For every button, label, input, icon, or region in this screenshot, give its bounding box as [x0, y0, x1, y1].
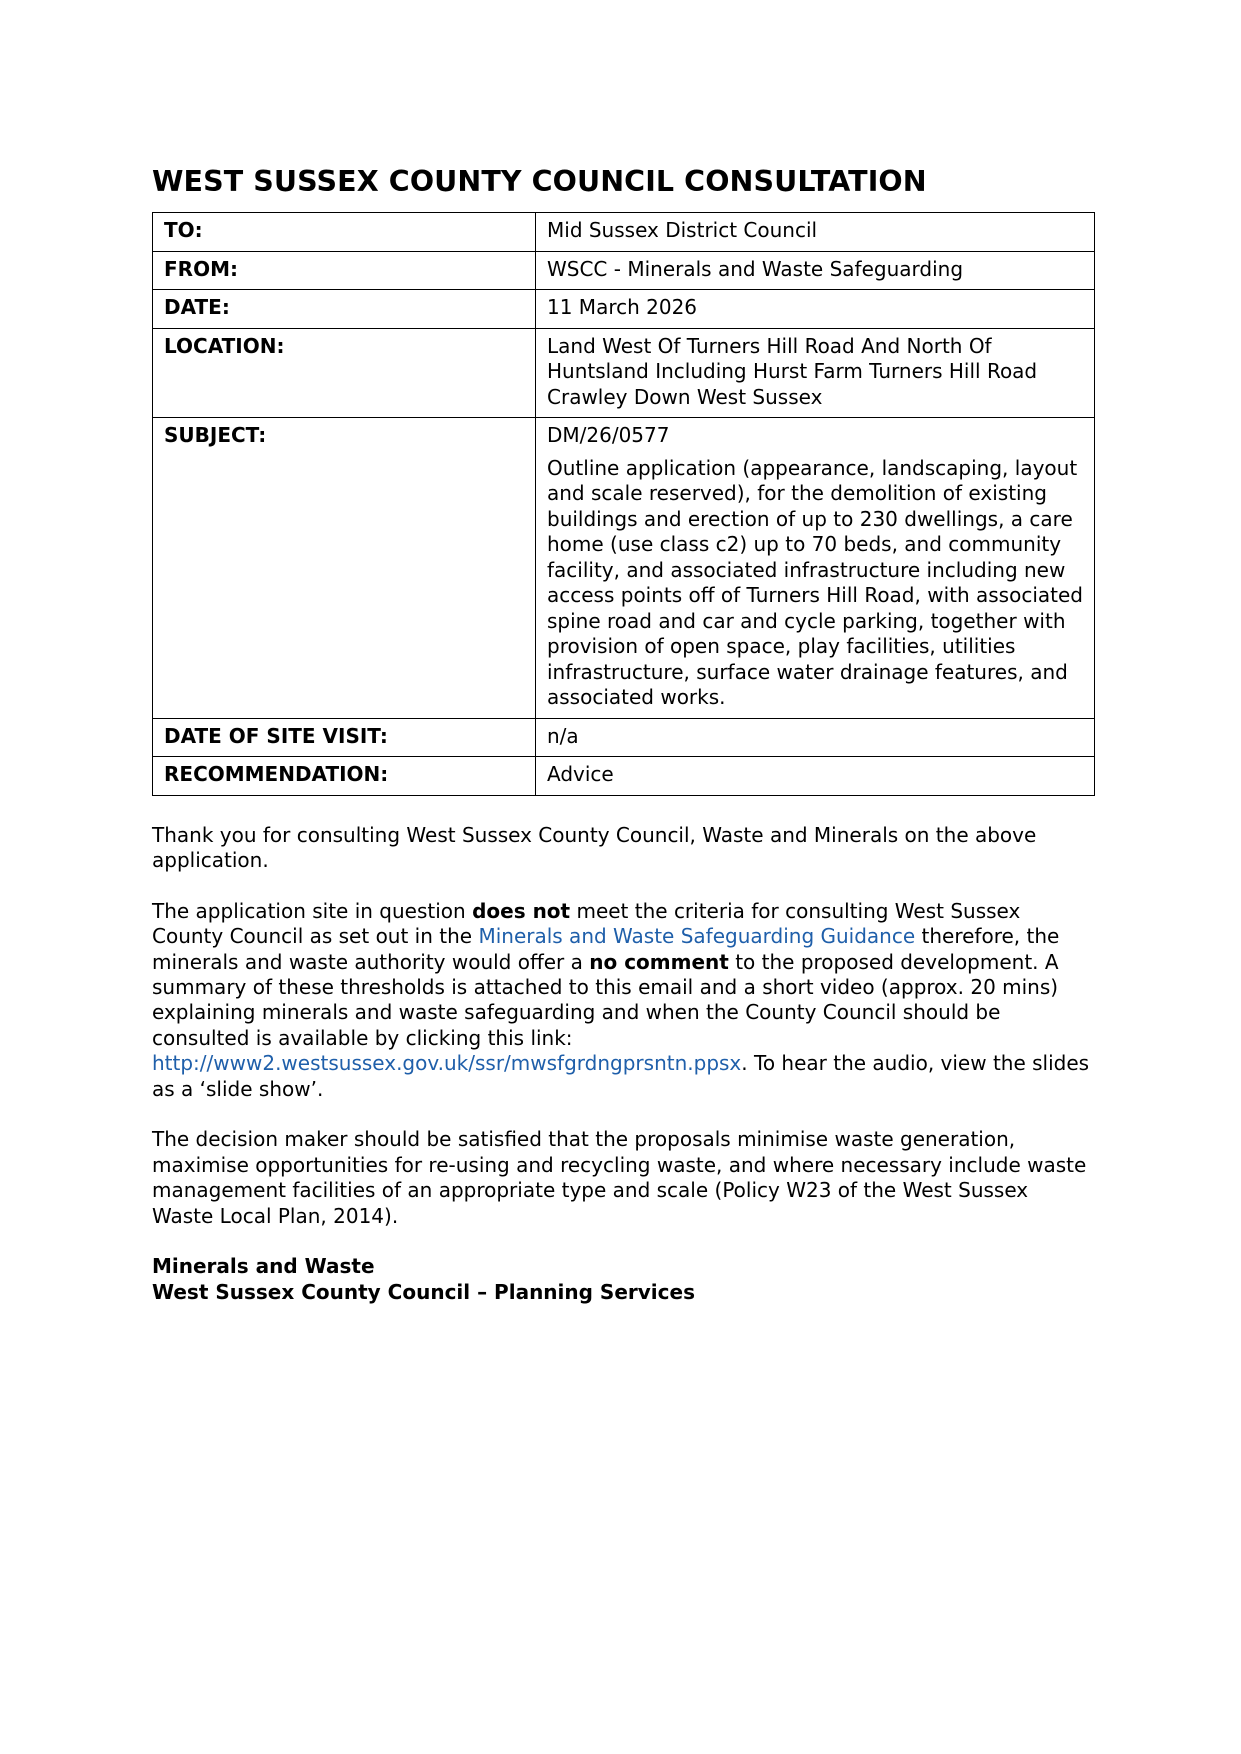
recommendation-label: RECOMMENDATION:	[153, 757, 536, 796]
to-label: TO:	[153, 213, 536, 252]
location-value	[536, 328, 1095, 418]
paragraph-criteria	[152, 899, 1095, 1102]
from-label: FROM:	[153, 251, 536, 290]
document-page	[152, 164, 1095, 1305]
emphasis-no-comment: no comment	[589, 949, 729, 974]
table-row	[153, 328, 1095, 418]
presentation-link[interactable]: http://www2.westsussex.gov.uk/ssr/mwsfgrdngprsntn.ppsx	[152, 1051, 742, 1076]
text-span: . To hear the audio, view the slides as a ‘slide show’.	[152, 1051, 1090, 1101]
location-label: LOCATION:	[153, 328, 536, 418]
table-row	[153, 718, 1095, 757]
subject-label: SUBJECT:	[153, 418, 536, 719]
application-description: Outline application (appearance, landscaping, layout and scale reserved), for the demolition of existing buildings and erection of up to 230 dwellings, a care home (use class c2) up to 70 beds, and community facility, and associated infrastructure including new access points off of Turners Hill Road, with associated spine road and car and cycle parking, together with provision of open space, play facilities, utilities infrastructure, surface water drainage features, and associated works.	[547, 455, 1083, 709]
table-row	[153, 213, 1095, 252]
table-row	[153, 251, 1095, 290]
date-value: 11 March 2026	[536, 290, 1095, 329]
text-span: The application site in question	[152, 898, 473, 923]
application-reference: DM/26/0577	[547, 423, 670, 447]
consultation-details-table	[152, 212, 1095, 796]
date-label: DATE:	[153, 290, 536, 329]
text-span: therefore, the minerals and waste authority would offer a	[152, 924, 1060, 974]
location-line: Huntsland Including Hurst Farm Turners Hill Road	[547, 359, 1038, 383]
site-visit-value: n/a	[536, 718, 1095, 757]
signature-department: Minerals and Waste	[152, 1254, 375, 1279]
emphasis-does-not: does not	[472, 898, 571, 923]
signature-organisation: West Sussex County Council – Planning Services	[152, 1279, 695, 1304]
table-row	[153, 418, 1095, 719]
paragraph-thanks: Thank you for consulting West Sussex County Council, Waste and Minerals on the above application.	[152, 822, 1037, 872]
letter-body	[152, 823, 1095, 1306]
text-span: to the proposed development. A summary of these thresholds is attached to this email and a short video (approx. 20 mins) explaining minerals and waste safeguarding and when the County Council should be consulted is available by clicking this link:	[152, 949, 1059, 1050]
safeguarding-guidance-link[interactable]: Minerals and Waste Safeguarding Guidance	[478, 924, 916, 949]
table-row	[153, 290, 1095, 329]
document-title: WEST SUSSEX COUNTY COUNCIL CONSULTATION	[152, 165, 927, 198]
paragraph-decision-maker: The decision maker should be satisfied that the proposals minimise waste generation, maximise opportunities for re-using and recycling waste, and where necessary include waste management facilities of an appropriate type and scale (Policy W23 of the West Sussex Waste Local Plan, 2014).	[152, 1127, 1087, 1228]
to-value: Mid Sussex District Council	[536, 213, 1095, 252]
table-row	[153, 757, 1095, 796]
site-visit-label: DATE OF SITE VISIT:	[153, 718, 536, 757]
text-span: meet the criteria for consulting West Sussex County Council as set out in the	[152, 898, 1021, 949]
subject-value	[536, 418, 1095, 719]
from-value: WSCC - Minerals and Waste Safeguarding	[536, 251, 1095, 290]
recommendation-value: Advice	[536, 757, 1095, 796]
location-line: Land West Of Turners Hill Road And North Of	[547, 333, 992, 358]
location-line: Crawley Down West Sussex	[547, 384, 823, 409]
signature-block	[152, 1254, 1095, 1305]
